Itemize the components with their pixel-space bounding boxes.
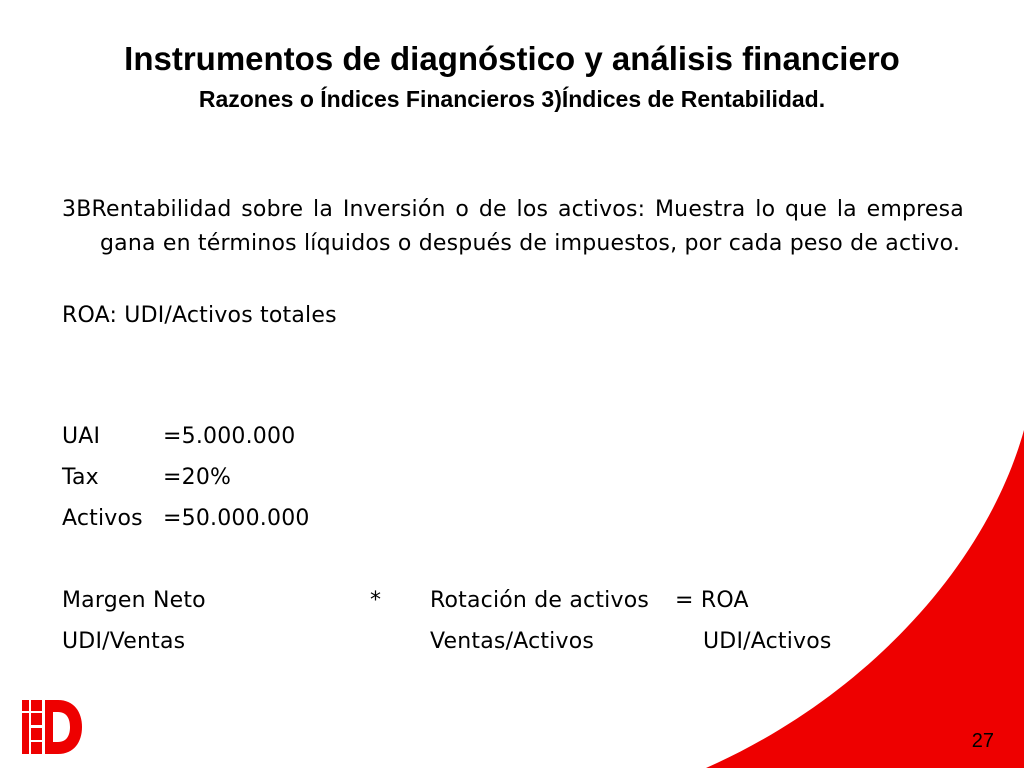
equals-roa-label: = ROA xyxy=(675,588,749,613)
variable-label: UAI xyxy=(62,424,101,449)
roa-result-formula: UDI/Activos xyxy=(703,629,832,654)
variable-label: Activos xyxy=(62,506,143,531)
definition-paragraph: 3BRentabilidad sobre la Inversión o de los activos: Muestra lo que la empresa gana en términos líquidos o después de impuestos, por cada peso de activo. xyxy=(62,197,964,256)
margin-formula: UDI/Ventas xyxy=(62,629,186,654)
multiply-operator: * xyxy=(370,588,382,613)
page-number: 27 xyxy=(971,730,994,752)
variable-row-activos xyxy=(62,506,310,531)
variable-row-tax xyxy=(62,465,231,490)
variable-row-uai xyxy=(62,424,295,449)
variable-label: Tax xyxy=(62,465,99,490)
rotation-formula: Ventas/Activos xyxy=(430,629,595,654)
rotation-label: Rotación de activos xyxy=(430,588,650,613)
slide-title: Instrumentos de diagnóstico y análisis financiero xyxy=(124,40,900,77)
margin-label: Margen Neto xyxy=(62,588,206,613)
variable-value: =50.000.000 xyxy=(163,506,310,531)
slide-subtitle: Razones o Índices Financieros 3)Índices de Rentabilidad. xyxy=(198,86,826,112)
roa-formula: ROA: UDI/Activos totales xyxy=(62,303,337,328)
company-logo-icon xyxy=(22,700,82,754)
variable-value: =5.000.000 xyxy=(163,424,296,449)
variable-value: =20% xyxy=(163,465,232,490)
